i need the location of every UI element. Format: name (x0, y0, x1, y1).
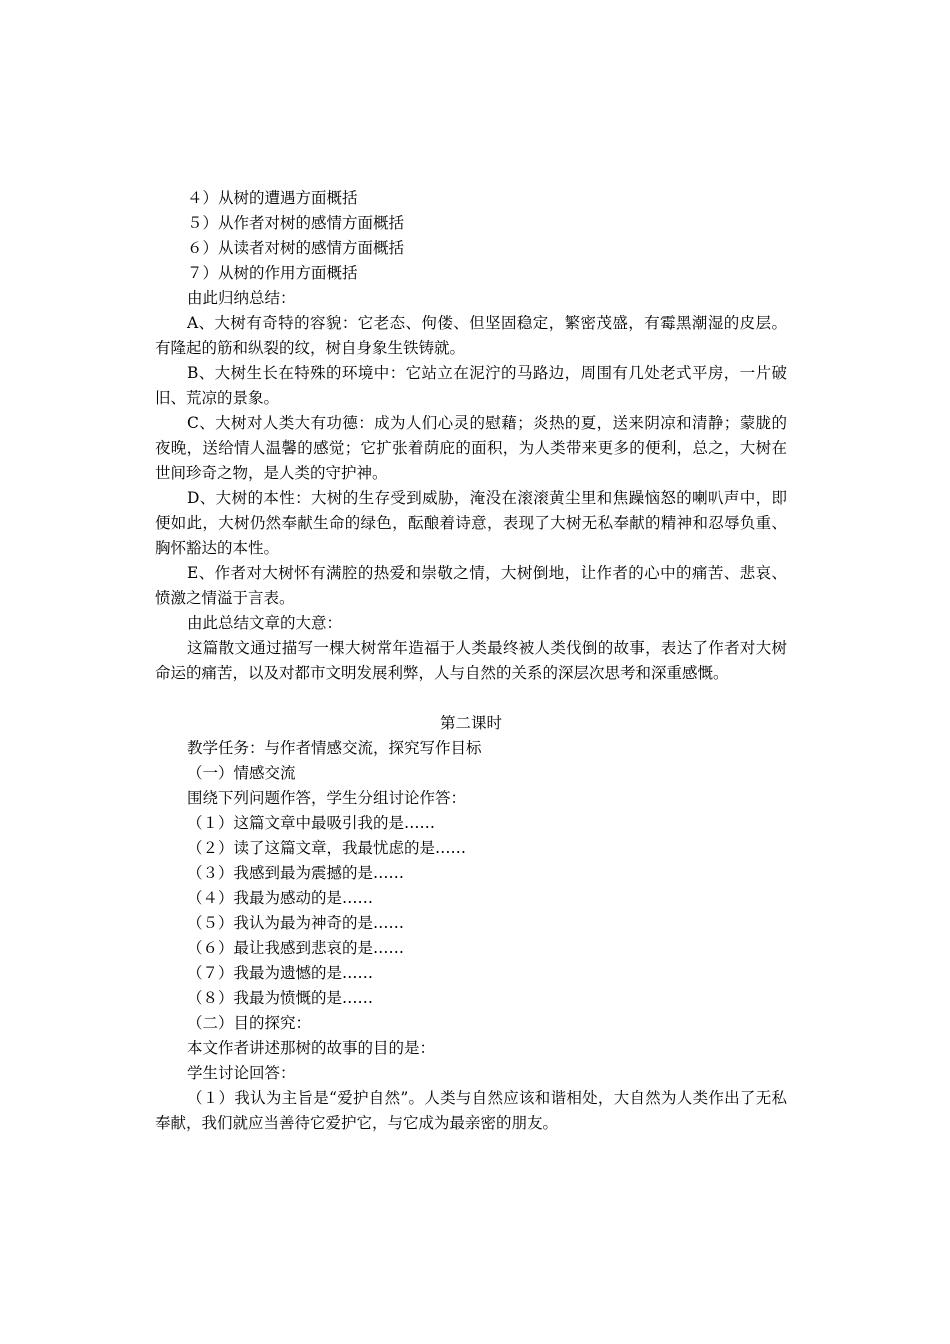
question-item: （８）我最为愤慨的是…… (187, 989, 374, 1007)
document-body (155, 186, 787, 1136)
main-idea-paragraph: 这篇散文通过描写一棵大树常年造福于人类最终被人类伐倒的故事，表达了作者对大树命运的痛苦，以及对都市文明发展利弊，人与自然的关系的深层次思考和深重感慨。 (155, 639, 787, 682)
question-item: （１）这篇文章中最吸引我的是…… (187, 814, 436, 832)
outline-item-6: ６）从读者对树的感情方面概括 (187, 239, 405, 257)
summary-point-c: C、大树对人类大有功德：成为人们心灵的慰藉；炎热的夏，送来阴凉和清静；蒙胧的夜晚，送给情人温馨的感觉；它扩张着荫庇的面积，为人类带来更多的便利，总之，大树在世间珍奇之物，是人类的守护神。 (155, 414, 787, 482)
answer-paragraph-1: （１）我认为主旨是“爱护自然”。人类与自然应该和谐相处，大自然为人类作出了无私奉献，我们就应当善待它爱护它，与它成为最亲密的朋友。 (155, 1089, 787, 1132)
question-item: （６）最让我感到悲哀的是…… (187, 939, 405, 957)
question-item: （４）我最为感动的是…… (187, 889, 374, 907)
question-item: （２）读了这篇文章，我最忧虑的是…… (187, 839, 467, 857)
outline-item-5: ５）从作者对树的感情方面概括 (187, 214, 405, 232)
purpose-question: 本文作者讲述那树的故事的目的是： (187, 1039, 436, 1057)
summary-point-b: B、大树生长在特殊的环境中：它站立在泥泞的马路边，周围有几处老式平房，一片破旧、荒凉的景象。 (155, 364, 787, 407)
section-heading-emotion: （一）情感交流 (187, 764, 296, 782)
summary-heading: 由此归纳总结： (187, 289, 296, 307)
outline-item-7: ７）从树的作用方面概括 (187, 264, 358, 282)
summary-point-a: A、大树有奇特的容貌：它老态、佝偻、但坚固稳定，繁密茂盛，有霉黑潮湿的皮层。有隆起的筋和纵裂的纹，树自身象生铁铸就。 (155, 314, 787, 357)
section-title: 第二课时 (439, 714, 502, 732)
discussion-intro: 围绕下列问题作答，学生分组讨论作答： (187, 789, 467, 807)
section-heading-purpose: （二）目的探究： (187, 1014, 312, 1032)
summary-point-e: E、作者对大树怀有满腔的热爱和崇敬之情，大树倒地，让作者的心中的痛苦、悲哀、愤激之情溢于言表。 (155, 564, 787, 607)
section-spacer (155, 686, 787, 711)
outline-item-4: ４）从树的遭遇方面概括 (187, 189, 358, 207)
teaching-task: 教学任务：与作者情感交流，探究写作目标 (187, 739, 482, 757)
question-item: （３）我感到最为震撼的是…… (187, 864, 405, 882)
main-idea-heading: 由此总结文章的大意： (187, 614, 343, 632)
question-item: （５）我认为最为神奇的是…… (187, 914, 405, 932)
question-item: （７）我最为遗憾的是…… (187, 964, 374, 982)
summary-point-d: D、大树的本性：大树的生存受到威胁，淹没在滚滚黄尘里和焦躁恼怒的喇叭声中，即便如此，大树仍然奉献生命的绿色，酝酿着诗意，表现了大树无私奉献的精神和忍辱负重、胸怀豁达的本性。 (155, 489, 787, 557)
student-discussion-label: 学生讨论回答： (187, 1064, 296, 1082)
